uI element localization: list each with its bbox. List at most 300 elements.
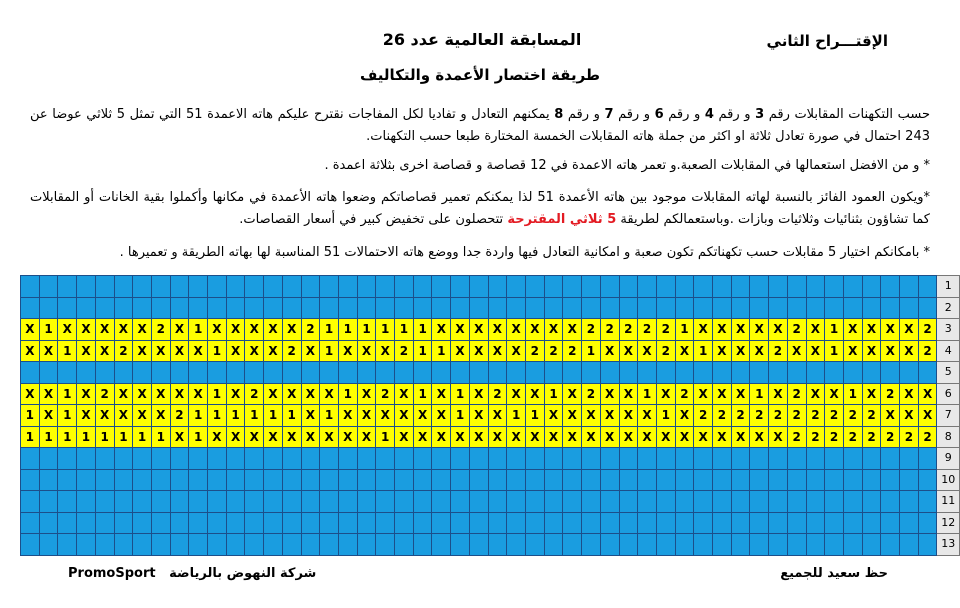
grid-cell [750,276,769,298]
grid-cell [750,297,769,319]
grid-cell [582,512,601,534]
grid-cell [413,534,432,556]
grid-cell: 1 [338,383,357,405]
grid-cell [39,276,58,298]
grid-cell [395,362,414,384]
grid-cell [395,297,414,319]
grid-cell [619,512,638,534]
grid-cell [507,362,526,384]
grid-cell [95,362,114,384]
grid-cell [21,297,40,319]
grid-cell [600,534,619,556]
grid-cell [713,512,732,534]
row-number: 5 [937,362,960,384]
grid-cell [918,276,937,298]
grid-cell [619,534,638,556]
grid-cell [806,448,825,470]
grid-cell [320,469,339,491]
grid-cell: 1 [282,405,301,427]
grid-cell [58,512,77,534]
grid-cell [95,276,114,298]
grid-cell: X [301,405,320,427]
grid-cell [320,276,339,298]
grid-cell [600,276,619,298]
grid-cell: X [638,340,657,362]
grid-cell: X [95,340,114,362]
grid-cell [208,297,227,319]
grid-cell [21,276,40,298]
grid-cell: 1 [656,405,675,427]
grid-cell: X [357,405,376,427]
grid-cell [376,512,395,534]
grid-cell [582,491,601,513]
grid-cell [918,469,937,491]
grid-cell [151,362,170,384]
grid-cell [77,276,96,298]
grid-cell [638,534,657,556]
grid-cell: 1 [189,426,208,448]
grid-cell [806,297,825,319]
grid-cell [675,276,694,298]
grid-cell [320,512,339,534]
grid-cell [189,512,208,534]
grid-cell: X [900,340,919,362]
grid-cell: X [170,426,189,448]
grid-cell [731,448,750,470]
grid-cell [843,469,862,491]
grid-cell: 2 [750,405,769,427]
grid-cell: X [338,405,357,427]
grid-cell [638,491,657,513]
grid-cell [133,512,152,534]
grid-cell [825,448,844,470]
grid-cell: 1 [750,383,769,405]
grid-cell [525,362,544,384]
intro-text: و رقم [563,107,605,122]
grid-cell [432,512,451,534]
grid-cell [843,512,862,534]
grid-cell [133,491,152,513]
grid-cell [39,534,58,556]
grid-cell [469,276,488,298]
grid-cell: X [245,426,264,448]
grid-cell [469,534,488,556]
grid-cell: 1 [357,319,376,341]
grid-cell: X [282,426,301,448]
grid-cell: 2 [600,319,619,341]
grid-cell [806,534,825,556]
grid-cell: 1 [825,340,844,362]
grid-cell: 1 [376,426,395,448]
grid-cell [525,276,544,298]
grid-cell [189,276,208,298]
grid-cell [264,469,283,491]
grid-cell [114,469,133,491]
grid-cell [245,276,264,298]
grid-cell [58,491,77,513]
grid-cell: X [226,340,245,362]
intro-text: و رقم [663,107,705,122]
grid-cell [301,448,320,470]
choice-paragraph: * بامكانكم اختيار 5 مقابلات حسب تكهناتكم تكون صعبة و امكانية التعادل فيها واردة جدا ووضع هاته الاحتمالات 51 المناسبة لها بهاته الطريقة و تعميرها . [119,245,930,260]
grid-cell: X [338,340,357,362]
grid-cell: 1 [208,340,227,362]
paragraph-text: *ويكون العمود الفائز بالنسبة لهاته المقابلات موجود بين هاته الأعمدة 51 لذا يمكنكم تعمير قصاصاتكم وضعوا هاته الأعمدة في مكانها وأكملوا بقية الخانات أو المقابلات كما تشاؤون بثنائيات وثلاثيات وبازات .وباستعمالكم لطريقة [30,190,930,227]
grid-cell: 1 [114,426,133,448]
grid-cell [638,512,657,534]
grid-cell [338,448,357,470]
grid-cell [95,491,114,513]
grid-cell: X [451,340,470,362]
grid-cell [451,491,470,513]
grid-cell: 2 [713,405,732,427]
grid-cell: 1 [675,319,694,341]
grid-cell: 1 [320,319,339,341]
grid-cell [77,512,96,534]
grid-cell: X [862,383,881,405]
grid-cell [320,448,339,470]
grid-cell [39,469,58,491]
grid-cell [787,534,806,556]
grid-cell [862,276,881,298]
grid-cell [600,469,619,491]
grid-cell: 2 [787,383,806,405]
grid-cell [769,448,788,470]
grid-cell [731,491,750,513]
grid-cell [245,512,264,534]
grid-cell [432,469,451,491]
grid-cell [713,362,732,384]
grid-cell: X [563,405,582,427]
grid-cell [133,448,152,470]
grid-cell: 2 [151,319,170,341]
grid-cell [544,534,563,556]
grid-cell [208,362,227,384]
grid-cell: X [638,426,657,448]
intro-text: و رقم [713,107,756,122]
match-number: 3 [755,107,765,122]
grid-cell [619,297,638,319]
grid-cell [488,512,507,534]
grid-cell: X [825,383,844,405]
grid-cell [731,469,750,491]
grid-cell [245,448,264,470]
grid-cell: X [264,426,283,448]
row-number: 3 [937,319,960,341]
grid-cell: X [525,383,544,405]
grid-cell: X [713,426,732,448]
grid-cell: 2 [769,340,788,362]
grid-cell [600,362,619,384]
match-number: 8 [554,107,564,122]
grid-cell [58,448,77,470]
grid-cell [432,491,451,513]
grid-cell [95,448,114,470]
grid-cell [713,276,732,298]
grid-cell: 1 [395,319,414,341]
grid-cell [750,491,769,513]
grid-cell [376,491,395,513]
grid-cell [451,297,470,319]
grid-cell [843,297,862,319]
match-number: 7 [604,107,614,122]
winning-column-paragraph [30,187,930,231]
company-arabic-name: شركة النهوض بالرياضة [169,566,317,581]
grid-cell [713,297,732,319]
grid-cell [675,534,694,556]
grid-cell [918,512,937,534]
grid-cell: X [713,340,732,362]
grid-row [21,340,960,362]
grid-cell [151,448,170,470]
grid-cell [114,276,133,298]
grid-cell [843,491,862,513]
grid-cell: 1 [376,319,395,341]
grid-cell: 2 [881,426,900,448]
grid-cell [77,297,96,319]
grid-cell: X [600,340,619,362]
grid-cell [226,297,245,319]
grid-cell [862,297,881,319]
grid-cell [58,362,77,384]
grid-cell: 2 [395,340,414,362]
grid-cell [39,512,58,534]
grid-row [21,448,960,470]
grid-cell [469,469,488,491]
grid-cell: X [750,426,769,448]
grid-cell [208,276,227,298]
grid-cell [170,276,189,298]
grid-cell [170,469,189,491]
grid-cell [58,469,77,491]
grid-cell [21,362,40,384]
grid-cell [395,448,414,470]
grid-cell [619,448,638,470]
grid-cell [769,469,788,491]
grid-cell: 2 [918,426,937,448]
grid-cell [806,512,825,534]
grid-cell [507,491,526,513]
grid-cell: X [862,340,881,362]
grid-cell: X [39,383,58,405]
grid-cell: 2 [619,319,638,341]
grid-cell [376,448,395,470]
grid-cell [881,362,900,384]
good-luck-text: حظ سعيد للجميع [780,566,888,581]
grid-cell [525,491,544,513]
grid-cell [151,491,170,513]
grid-cell [582,276,601,298]
grid-cell: X [151,340,170,362]
grid-cell [656,534,675,556]
grid-cell: X [881,405,900,427]
grid-cell [432,276,451,298]
grid-cell: 1 [694,340,713,362]
grid-cell [245,534,264,556]
grid-cell: 2 [488,383,507,405]
row-number: 6 [937,383,960,405]
grid-cell [21,534,40,556]
grid-cell [357,512,376,534]
grid-cell: 2 [825,405,844,427]
grid-cell: X [731,319,750,341]
grid-cell [900,491,919,513]
grid-cell [769,297,788,319]
grid-cell [395,534,414,556]
grid-cell: 1 [320,340,339,362]
grid-cell [338,362,357,384]
grid-cell [488,534,507,556]
grid-cell [21,448,40,470]
grid-cell [656,469,675,491]
grid-cell [862,469,881,491]
grid-cell: X [320,383,339,405]
grid-cell [750,512,769,534]
grid-row [21,276,960,298]
grid-cell [544,448,563,470]
grid-cell: 1 [39,319,58,341]
grid-cell: X [451,426,470,448]
grid-row [21,405,960,427]
company-latin-name: PromoSport [68,566,156,581]
grid-cell [151,276,170,298]
grid-cell: 2 [114,340,133,362]
grid-cell: 2 [170,405,189,427]
grid-cell: X [900,319,919,341]
grid-cell: 2 [245,383,264,405]
grid-cell: X [413,426,432,448]
grid-cell [395,469,414,491]
grid-cell: 2 [544,340,563,362]
grid-cell [750,469,769,491]
grid-cell: X [208,319,227,341]
grid-cell [525,448,544,470]
grid-cell: 2 [675,383,694,405]
grid-cell [918,297,937,319]
grid-cell [264,534,283,556]
grid-cell: 1 [226,405,245,427]
row-number: 12 [937,512,960,534]
grid-cell [713,448,732,470]
grid-cell [713,491,732,513]
grid-cell: 1 [320,405,339,427]
grid-cell: 2 [525,340,544,362]
grid-cell [825,362,844,384]
grid-cell [320,362,339,384]
grid-cell: X [713,383,732,405]
grid-cell: X [507,383,526,405]
grid-cell: X [731,383,750,405]
grid-cell [582,297,601,319]
row-number: 7 [937,405,960,427]
grid-cell: X [39,340,58,362]
grid-cell: 1 [245,405,264,427]
grid-cell [58,276,77,298]
grid-cell [77,469,96,491]
grid-cell [750,362,769,384]
grid-cell [320,297,339,319]
grid-cell [58,297,77,319]
grid-cell [338,297,357,319]
grid-cell [787,448,806,470]
method-subtitle: طريقة اختصار الأعمدة والتكاليف [359,66,601,84]
grid-cell: X [694,319,713,341]
grid-cell: X [469,405,488,427]
grid-cell: 1 [151,426,170,448]
grid-cell [226,448,245,470]
grid-cell [170,534,189,556]
grid-cell [825,297,844,319]
grid-cell [731,534,750,556]
grid-cell: X [806,383,825,405]
grid-cell: X [432,405,451,427]
grid-cell [694,448,713,470]
grid-cell [656,448,675,470]
grid-cell: 1 [21,405,40,427]
grid-cell [881,448,900,470]
grid-cell [675,297,694,319]
grid-cell [900,276,919,298]
grid-cell: X [507,340,526,362]
grid-cell: X [226,319,245,341]
grid-cell: X [189,340,208,362]
grid-cell: X [900,383,919,405]
grid-cell [451,512,470,534]
grid-cell [918,534,937,556]
grid-cell [170,512,189,534]
grid-cell: X [376,340,395,362]
grid-cell [338,276,357,298]
grid-cell [39,297,58,319]
grid-cell [731,512,750,534]
grid-row [21,534,960,556]
grid-cell [563,448,582,470]
grid-cell [189,448,208,470]
grid-cell [114,362,133,384]
grid-cell: X [769,426,788,448]
grid-cell: 2 [582,383,601,405]
grid-cell [338,469,357,491]
grid-cell [694,534,713,556]
grid-cell: X [114,319,133,341]
grid-cell: X [413,405,432,427]
row-number: 1 [937,276,960,298]
grid-cell [488,448,507,470]
grid-cell: X [95,319,114,341]
grid-cell: 1 [58,426,77,448]
grid-cell: 1 [133,426,152,448]
grid-cell [282,534,301,556]
grid-cell: X [713,319,732,341]
grid-cell: X [638,405,657,427]
grid-cell [395,276,414,298]
row-number: 4 [937,340,960,362]
grid-cell [656,512,675,534]
grid-cell [544,362,563,384]
grid-cell [675,512,694,534]
grid-cell [395,491,414,513]
grid-cell [77,491,96,513]
grid-cell [806,276,825,298]
grid-cell [825,512,844,534]
grid-cell: 1 [638,383,657,405]
grid-cell: X [544,319,563,341]
grid-cell: X [133,405,152,427]
grid-cell: 2 [862,405,881,427]
grid-cell: 2 [825,426,844,448]
grid-cell: X [133,383,152,405]
grid-cell: 1 [58,405,77,427]
